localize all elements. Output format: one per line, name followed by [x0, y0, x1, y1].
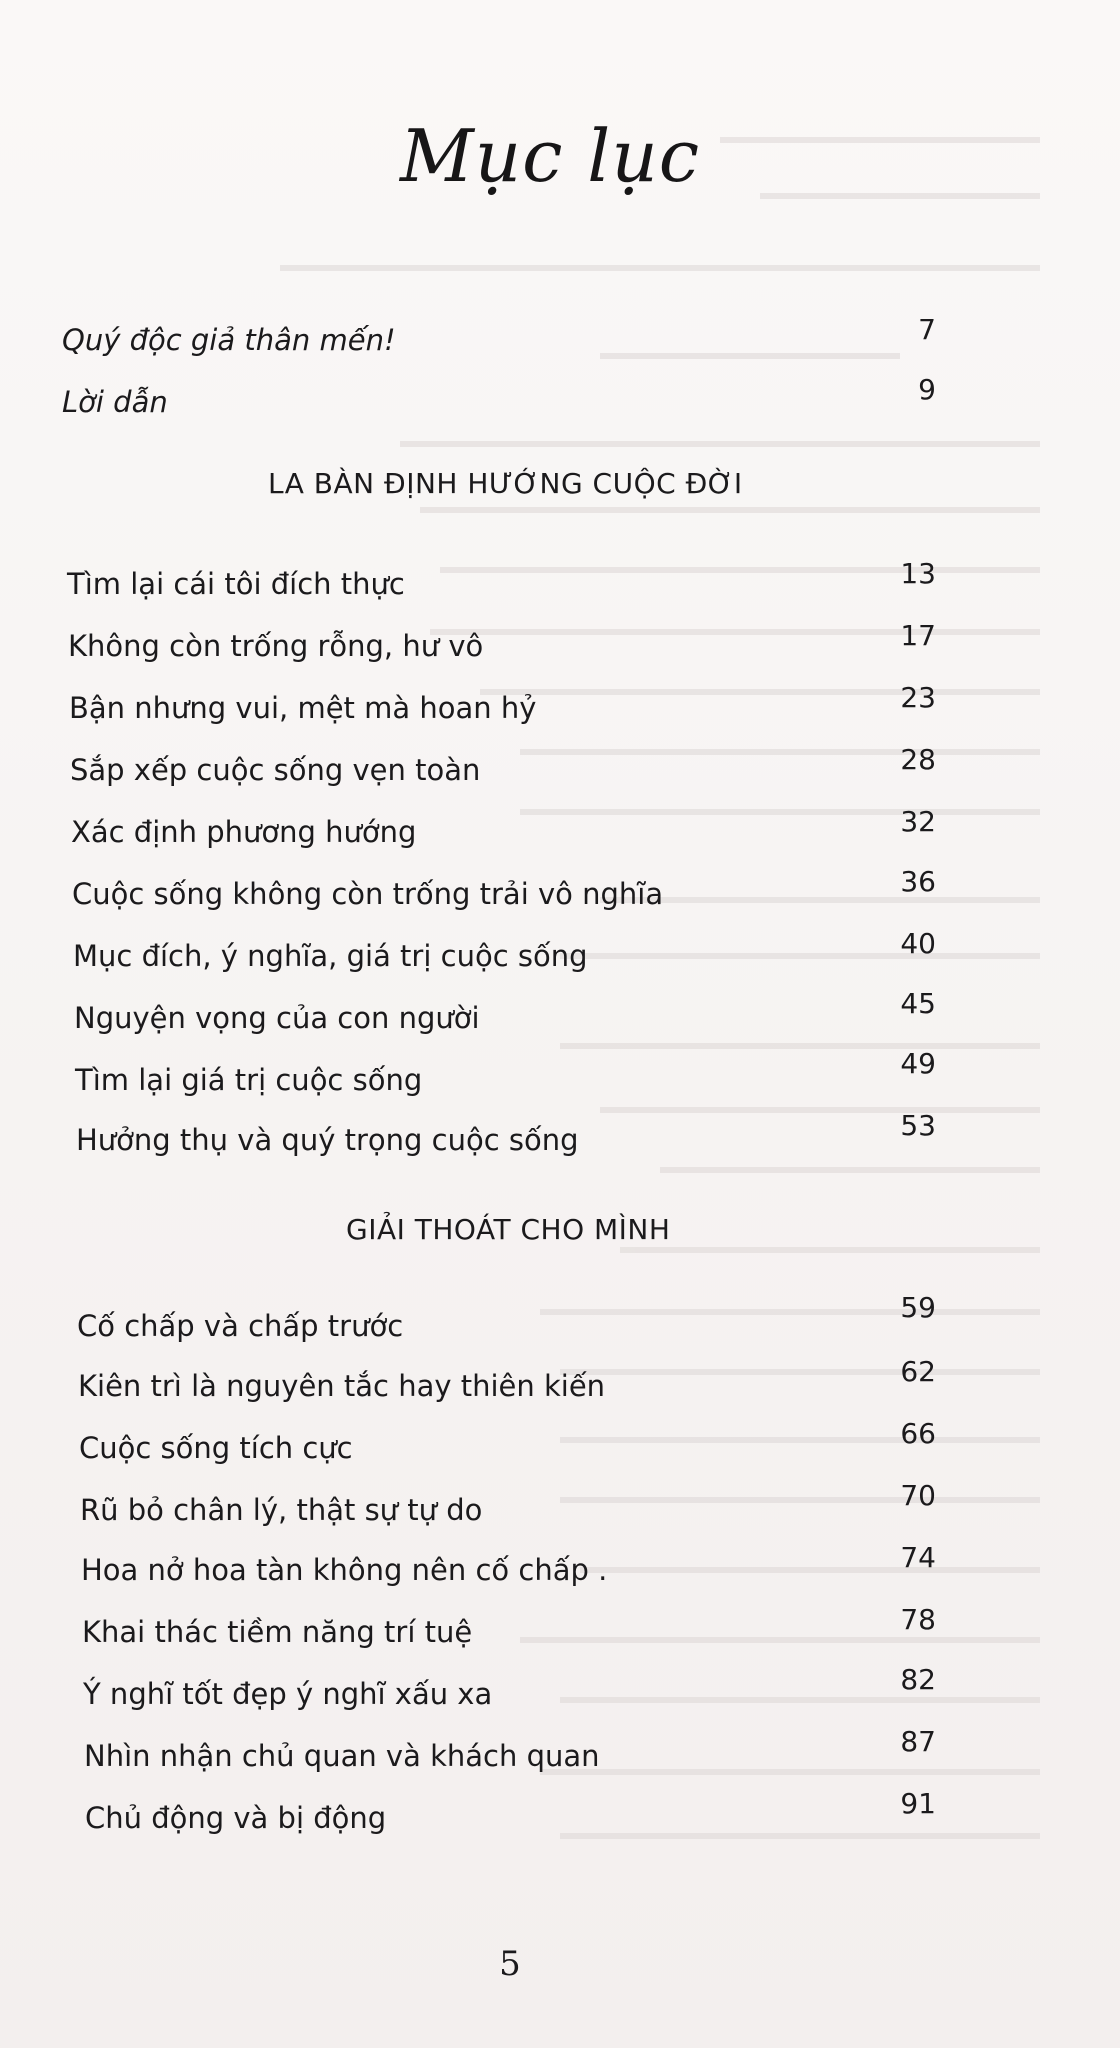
toc-entry-page: 9: [918, 373, 936, 406]
toc-entry-page: 87: [900, 1725, 936, 1758]
toc-entry-label[interactable]: Cuộc sống không còn trống trải vô nghĩa: [72, 877, 664, 911]
toc-entry-page: 70: [900, 1479, 936, 1512]
toc-entry-label[interactable]: Nguyện vọng của con người: [74, 1001, 480, 1035]
toc-entry-page: 13: [900, 557, 936, 590]
toc-entry-page: 28: [900, 743, 936, 776]
toc-entry-label[interactable]: Nhìn nhận chủ quan và khách quan: [84, 1739, 600, 1773]
toc-entry-label[interactable]: Quý độc giả thân mến!: [62, 323, 396, 357]
toc-entry-label[interactable]: Sắp xếp cuộc sống vẹn toàn: [70, 753, 481, 787]
toc-entry-label[interactable]: Mục đích, ý nghĩa, giá trị cuộc sống: [73, 939, 588, 973]
toc-entry-page: 49: [900, 1047, 936, 1080]
toc-entry-label[interactable]: Khai thác tiềm năng trí tuệ: [82, 1615, 473, 1649]
toc-entry-page: 66: [900, 1417, 936, 1450]
toc-entry-label[interactable]: Tìm lại giá trị cuộc sống: [75, 1063, 423, 1097]
toc-entry-label[interactable]: Rũ bỏ chân lý, thật sự tự do: [80, 1493, 483, 1527]
toc-entry-label[interactable]: Xác định phương hướng: [71, 815, 417, 849]
toc-entry-page: 82: [900, 1663, 936, 1696]
toc-entry-page: 53: [900, 1109, 936, 1142]
toc-entry-page: 17: [900, 619, 936, 652]
toc-entry-page: 62: [900, 1355, 936, 1388]
toc-entry-page: 32: [900, 805, 936, 838]
section-heading: GIẢI THOÁT CHO MÌNH: [346, 1213, 671, 1246]
toc-entry-page: 59: [900, 1291, 936, 1324]
toc-entry-label[interactable]: Tìm lại cái tôi đích thực: [67, 567, 405, 601]
toc-entry-label[interactable]: Ý nghĩ tốt đẹp ý nghĩ xấu xa: [83, 1677, 493, 1711]
toc-entry-label[interactable]: Không còn trống rỗng, hư vô: [68, 629, 484, 663]
page-number-folio: 5: [499, 1944, 521, 1984]
page-title: Mục lục: [399, 114, 701, 198]
toc-entry-page: 45: [900, 987, 936, 1020]
toc-entry-page: 74: [900, 1541, 936, 1574]
toc-entry-label[interactable]: Hưởng thụ và quý trọng cuộc sống: [76, 1123, 579, 1157]
toc-entry-label[interactable]: Lời dẫn: [62, 385, 168, 419]
toc-entry-page: 91: [900, 1787, 936, 1820]
section-heading: LA BÀN ĐỊNH HƯỚNG CUỘC ĐỜI: [268, 467, 743, 500]
toc-entry-label[interactable]: Chủ động và bị động: [85, 1801, 387, 1835]
toc-entry-label[interactable]: Kiên trì là nguyên tắc hay thiên kiến: [78, 1369, 606, 1403]
toc-entry-page: 40: [900, 927, 936, 960]
toc-entry-label[interactable]: Cố chấp và chấp trước: [77, 1309, 404, 1343]
toc-entry-page: 36: [900, 865, 936, 898]
toc-entry-label[interactable]: Hoa nở hoa tàn không nên cố chấp .: [81, 1553, 608, 1587]
toc-entry-page: 23: [900, 681, 936, 714]
toc-entry-page: 78: [900, 1603, 936, 1636]
toc-entry-label[interactable]: Bận nhưng vui, mệt mà hoan hỷ: [69, 691, 537, 725]
toc-entry-page: 7: [918, 313, 936, 346]
toc-entry-label[interactable]: Cuộc sống tích cực: [79, 1431, 353, 1465]
